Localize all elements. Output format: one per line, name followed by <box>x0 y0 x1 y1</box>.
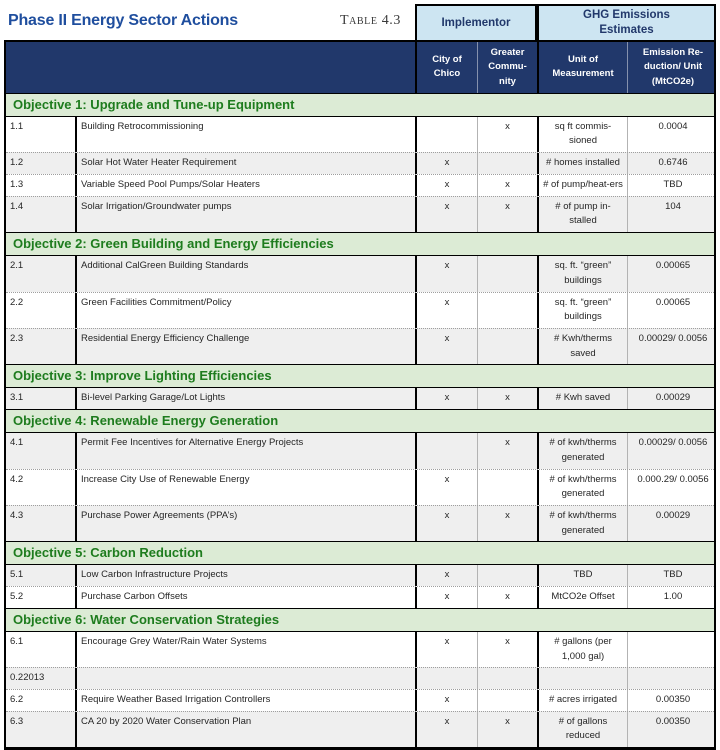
row-id: 0.22013 <box>6 668 77 689</box>
row-id: 6.1 <box>6 632 77 667</box>
action-label: Purchase Carbon Offsets <box>77 587 417 608</box>
table-row <box>6 174 714 196</box>
implementor-group-label: Implementor <box>441 16 511 29</box>
row-id: 6.2 <box>6 690 77 711</box>
table-row <box>6 632 714 667</box>
row-id: 1.3 <box>6 175 77 196</box>
unit-of-measurement-value: sq. ft. “green” buildings <box>539 293 628 328</box>
greater-community-mark <box>478 329 539 364</box>
unit-of-measurement-value <box>539 668 628 689</box>
city-of-chico-mark: x <box>417 565 478 586</box>
table-body <box>6 93 714 747</box>
action-label: Encourage Grey Water/Rain Water Systems <box>77 632 417 667</box>
action-label: Residential Energy Efficiency Challenge <box>77 329 417 364</box>
row-id: 4.3 <box>6 506 77 541</box>
section-header: Objective 6: Water Conservation Strategies <box>6 608 714 632</box>
greater-community-mark: x <box>478 388 539 409</box>
greater-community-mark <box>478 565 539 586</box>
emission-value <box>628 632 718 667</box>
section-header: Objective 5: Carbon Reduction <box>6 541 714 565</box>
ghg-group-header <box>537 4 716 40</box>
column-header-unit-of-measurement: Unit of Measurement <box>539 42 628 93</box>
unit-of-measurement-value: # of kwh/therms generated <box>539 470 628 505</box>
emission-value: TBD <box>663 569 683 581</box>
action-label <box>77 668 417 689</box>
unit-of-measurement-value: # homes installed <box>539 153 628 174</box>
table-row <box>6 565 714 586</box>
action-label: Green Facilities Commitment/Policy <box>77 293 417 328</box>
emission-value: 0.00350 <box>655 715 691 727</box>
column-header-greater-community: Greater Commu-nity <box>478 42 539 93</box>
greater-community-mark: x <box>478 632 539 667</box>
unit-of-measurement-value: # Kwh/therms saved <box>539 329 628 364</box>
row-id: 4.2 <box>6 470 77 505</box>
table-row <box>6 667 714 689</box>
greater-community-mark <box>478 470 539 505</box>
implementor-group-header <box>415 4 537 40</box>
unit-of-measurement-value: # Kwh saved <box>539 388 628 409</box>
table-row <box>6 328 714 364</box>
emission-value: 1.00 <box>663 591 683 603</box>
table-row <box>6 505 714 541</box>
column-header-emission-reduction: Emission Re-duction/ Unit (MtCO2e) <box>642 47 704 87</box>
unit-of-measurement-value: sq. ft. “green” buildings <box>539 256 628 291</box>
table-caption: Table 4.3 <box>339 13 401 28</box>
city-of-chico-mark <box>417 117 478 152</box>
unit-of-measurement-value: # of pump/heat-ers <box>539 175 628 196</box>
emission-value: 0.00065 <box>655 260 691 272</box>
city-of-chico-mark: x <box>417 256 478 291</box>
action-label: Additional CalGreen Building Standards <box>77 256 417 291</box>
action-label: Purchase Power Agreements (PPA’s) <box>77 506 417 541</box>
emission-value: 0.000.29/ 0.0056 <box>637 473 709 485</box>
action-label: CA 20 by 2020 Water Conservation Plan <box>77 712 417 747</box>
row-id: 2.2 <box>6 293 77 328</box>
column-header-city-of-chico: City of Chico <box>417 42 478 93</box>
table-row <box>6 689 714 711</box>
page-title: Phase II Energy Sector Actions <box>8 12 238 29</box>
table-row <box>6 433 714 468</box>
section-header: Objective 3: Improve Lighting Efficiencies <box>6 364 714 388</box>
action-label: Bi-level Parking Garage/Lot Lights <box>77 388 417 409</box>
row-id: 4.1 <box>6 433 77 468</box>
unit-of-measurement-value: sq ft commis-sioned <box>539 117 628 152</box>
emission-value: 0.00065 <box>655 296 691 308</box>
city-of-chico-mark: x <box>417 587 478 608</box>
unit-of-measurement-value: # of kwh/therms generated <box>539 506 628 541</box>
column-header-id <box>6 42 77 93</box>
row-id: 1.2 <box>6 153 77 174</box>
table-row <box>6 152 714 174</box>
emission-value: 0.00029 <box>655 509 691 521</box>
row-id: 5.2 <box>6 587 77 608</box>
table-row <box>6 292 714 328</box>
row-id: 3.1 <box>6 388 77 409</box>
greater-community-mark <box>478 668 539 689</box>
section-header: Objective 1: Upgrade and Tune-up Equipment <box>6 93 714 117</box>
emission-value: 104 <box>665 200 681 212</box>
action-label: Permit Fee Incentives for Alternative Energy Projects <box>77 433 417 468</box>
emission-value: 0.00350 <box>655 694 691 705</box>
emission-value <box>628 668 718 689</box>
greater-community-mark <box>478 690 539 711</box>
greater-community-mark: x <box>478 587 539 608</box>
greater-community-mark <box>478 256 539 291</box>
emission-value: 0.6746 <box>658 157 688 169</box>
table-row <box>6 586 714 608</box>
emission-value: 0.00029/ 0.0056 <box>638 437 708 449</box>
row-id: 5.1 <box>6 565 77 586</box>
city-of-chico-mark: x <box>417 153 478 174</box>
action-label: Solar Hot Water Heater Requirement <box>77 153 417 174</box>
greater-community-mark: x <box>478 175 539 196</box>
action-label: Building Retrocommissioning <box>77 117 417 152</box>
emission-value: 0.00029/ 0.0056 <box>638 332 708 344</box>
unit-of-measurement-value: # of kwh/therms generated <box>539 433 628 468</box>
emission-value: TBD <box>663 178 683 190</box>
unit-of-measurement-value: MtCO2e Offset <box>539 587 628 608</box>
section-header: Objective 4: Renewable Energy Generation <box>6 409 714 433</box>
city-of-chico-mark: x <box>417 329 478 364</box>
section-header: Objective 2: Green Building and Energy Efficiencies <box>6 232 714 256</box>
action-label: Low Carbon Infrastructure Projects <box>77 565 417 586</box>
action-label: Variable Speed Pool Pumps/Solar Heaters <box>77 175 417 196</box>
unit-of-measurement-value: # of gallons reduced <box>539 712 628 747</box>
title-area <box>4 4 415 40</box>
city-of-chico-mark: x <box>417 470 478 505</box>
unit-of-measurement-value: TBD <box>539 565 628 586</box>
unit-of-measurement-value: # of pump in-stalled <box>539 197 628 232</box>
action-label: Require Weather Based Irrigation Controllers <box>77 690 417 711</box>
greater-community-mark <box>478 293 539 328</box>
table-row <box>6 256 714 291</box>
city-of-chico-mark: x <box>417 712 478 747</box>
table-row <box>6 196 714 232</box>
row-id: 2.1 <box>6 256 77 291</box>
greater-community-mark: x <box>478 433 539 468</box>
row-id: 6.3 <box>6 712 77 747</box>
greater-community-mark: x <box>478 506 539 541</box>
table-row <box>6 388 714 409</box>
city-of-chico-mark: x <box>417 388 478 409</box>
emission-value: 0.00029 <box>655 392 691 404</box>
city-of-chico-mark <box>417 668 478 689</box>
actions-table <box>4 40 716 750</box>
row-id: 2.3 <box>6 329 77 364</box>
ghg-group-label: GHG Emissions Estimates <box>583 9 670 36</box>
column-header-row <box>6 42 714 93</box>
table-row <box>6 117 714 152</box>
action-label: Increase City Use of Renewable Energy <box>77 470 417 505</box>
table-top-header <box>4 4 716 40</box>
row-id: 1.1 <box>6 117 77 152</box>
city-of-chico-mark: x <box>417 175 478 196</box>
column-header-action <box>77 42 417 93</box>
greater-community-mark: x <box>478 197 539 232</box>
unit-of-measurement-value: # gallons (per 1,000 gal) <box>539 632 628 667</box>
greater-community-mark: x <box>478 712 539 747</box>
greater-community-mark <box>478 153 539 174</box>
city-of-chico-mark: x <box>417 690 478 711</box>
emission-value: 0.0004 <box>658 120 688 132</box>
row-id: 1.4 <box>6 197 77 232</box>
action-label: Solar Irrigation/Groundwater pumps <box>77 197 417 232</box>
city-of-chico-mark <box>417 433 478 468</box>
city-of-chico-mark: x <box>417 506 478 541</box>
table-row <box>6 469 714 505</box>
city-of-chico-mark: x <box>417 293 478 328</box>
greater-community-mark: x <box>478 117 539 152</box>
unit-of-measurement-value: # acres irrigated <box>539 690 628 711</box>
city-of-chico-mark: x <box>417 197 478 232</box>
city-of-chico-mark: x <box>417 632 478 667</box>
